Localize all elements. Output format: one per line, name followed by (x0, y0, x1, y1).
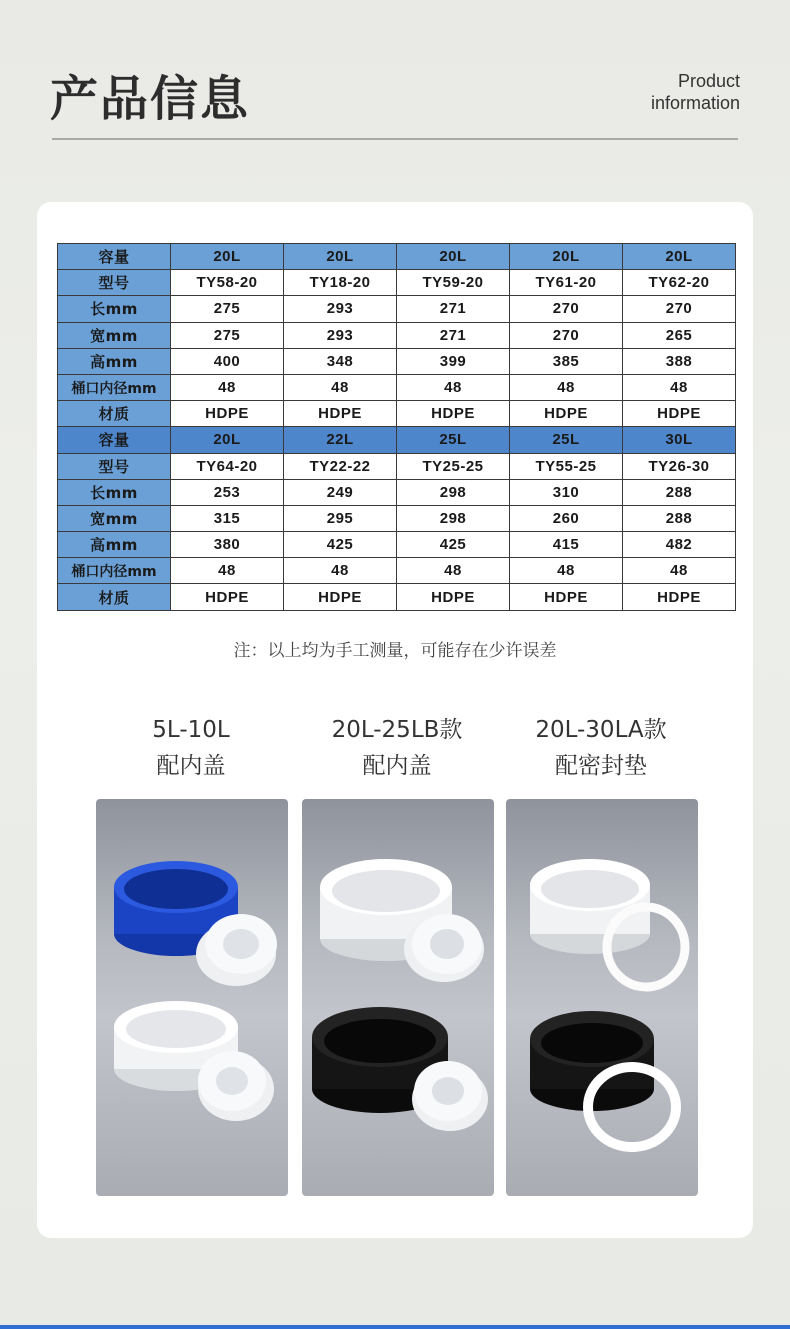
cap-label-3-range: 20L-30LA款 (535, 717, 667, 743)
spec-row-label: 高mm (58, 348, 171, 374)
spec-cell: 288 (623, 479, 736, 505)
page-title: 产品信息 (50, 71, 251, 127)
spec-row-label: 桶口内径mm (58, 558, 171, 584)
spec-row-group2-width (58, 505, 736, 531)
spec-cell: HDPE (284, 584, 397, 610)
spec-cell: 22L (284, 427, 397, 453)
spec-cell: 425 (284, 532, 397, 558)
spec-row-label: 长mm (58, 296, 171, 322)
spec-cell: 48 (171, 374, 284, 400)
spec-cell: 25L (397, 427, 510, 453)
cap-label-1-desc: 配内盖 (156, 753, 226, 779)
product-photo-caps-with-gaskets (506, 799, 698, 1196)
subtitle-line1: Product (677, 71, 740, 91)
cap-label-1-range: 5L-10L (152, 717, 230, 743)
cap-label-2 (287, 712, 507, 784)
spec-cell: 271 (397, 296, 510, 322)
spec-cell: 48 (623, 374, 736, 400)
spec-cell: 270 (510, 296, 623, 322)
spec-cell: 275 (171, 296, 284, 322)
spec-cell: 425 (397, 532, 510, 558)
spec-cell: HDPE (510, 401, 623, 427)
spec-cell: 20L (623, 244, 736, 270)
product-photo-blue-white-caps (96, 799, 288, 1196)
spec-row-group1-height (58, 348, 736, 374)
spec-row-group1-model (58, 270, 736, 296)
spec-cell: 48 (284, 374, 397, 400)
spec-cell: 30L (623, 427, 736, 453)
spec-cell: TY61-20 (510, 270, 623, 296)
spec-cell: 388 (623, 348, 736, 374)
spec-cell: 48 (623, 558, 736, 584)
spec-cell: TY25-25 (397, 453, 510, 479)
spec-cell: 20L (510, 244, 623, 270)
spec-row-group1-width (58, 322, 736, 348)
spec-cell: 385 (510, 348, 623, 374)
measurement-note: 注：以上均为手工测量，可能存在少许误差 (233, 641, 557, 661)
cap-label-3-desc: 配密封垫 (555, 753, 647, 779)
spec-row-label: 宽mm (58, 322, 171, 348)
spec-cell: 288 (623, 505, 736, 531)
spec-cell: HDPE (623, 584, 736, 610)
spec-cell: 249 (284, 479, 397, 505)
content-card (37, 202, 753, 1238)
spec-cell: 295 (284, 505, 397, 531)
spec-row-group2-material (58, 584, 736, 610)
spec-row-group1-capacity (58, 244, 736, 270)
spec-cell: TY62-20 (623, 270, 736, 296)
spec-row-group2-length (58, 479, 736, 505)
title-divider (52, 138, 738, 140)
subtitle-line2: information (650, 93, 740, 113)
spec-row-group1-mouth (58, 374, 736, 400)
spec-cell: HDPE (397, 401, 510, 427)
spec-cell: 265 (623, 322, 736, 348)
spec-row-label: 长mm (58, 479, 171, 505)
bottom-accent-line (0, 1325, 790, 1329)
spec-row-group2-height (58, 532, 736, 558)
spec-cell: 48 (397, 374, 510, 400)
spec-row-label: 材质 (58, 401, 171, 427)
spec-row-label: 高mm (58, 532, 171, 558)
product-photo-white-black-caps (302, 799, 494, 1196)
spec-cell: HDPE (284, 401, 397, 427)
spec-cell: 400 (171, 348, 284, 374)
spec-cell: 415 (510, 532, 623, 558)
spec-cell: 482 (623, 532, 736, 558)
spec-row-group2-capacity (58, 427, 736, 453)
spec-cell: 275 (171, 322, 284, 348)
spec-cell: 20L (171, 427, 284, 453)
spec-cell: 25L (510, 427, 623, 453)
spec-cell: TY58-20 (171, 270, 284, 296)
spec-cell: 48 (510, 558, 623, 584)
cap-label-3 (491, 712, 711, 784)
spec-cell: 315 (171, 505, 284, 531)
spec-row-label: 型号 (58, 270, 171, 296)
spec-cell: 310 (510, 479, 623, 505)
spec-cell: 399 (397, 348, 510, 374)
spec-cell: 48 (284, 558, 397, 584)
spec-row-group1-material (58, 401, 736, 427)
spec-cell: HDPE (623, 401, 736, 427)
spec-cell: 253 (171, 479, 284, 505)
cap-label-1 (81, 712, 301, 784)
spec-cell: 348 (284, 348, 397, 374)
spec-row-label: 型号 (58, 453, 171, 479)
cap-label-2-range: 20L-25LB款 (331, 717, 463, 743)
spec-row-label: 材质 (58, 584, 171, 610)
spec-cell: TY18-20 (284, 270, 397, 296)
spec-cell: HDPE (171, 401, 284, 427)
spec-cell: 260 (510, 505, 623, 531)
spec-cell: HDPE (171, 584, 284, 610)
spec-cell: TY64-20 (171, 453, 284, 479)
spec-cell: TY59-20 (397, 270, 510, 296)
spec-row-label: 容量 (58, 427, 171, 453)
spec-cell: 293 (284, 296, 397, 322)
spec-row-group1-length (58, 296, 736, 322)
spec-cell: HDPE (397, 584, 510, 610)
spec-cell: 20L (171, 244, 284, 270)
spec-cell: 298 (397, 479, 510, 505)
spec-row-group2-mouth (58, 558, 736, 584)
spec-cell: TY22-22 (284, 453, 397, 479)
spec-cell: HDPE (510, 584, 623, 610)
spec-cell: TY55-25 (510, 453, 623, 479)
spec-cell: 270 (623, 296, 736, 322)
spec-cell: 293 (284, 322, 397, 348)
spec-cell: 20L (284, 244, 397, 270)
cap-label-2-desc: 配内盖 (362, 753, 432, 779)
spec-cell: TY26-30 (623, 453, 736, 479)
spec-cell: 48 (397, 558, 510, 584)
spec-cell: 271 (397, 322, 510, 348)
spec-row-label: 宽mm (58, 505, 171, 531)
spec-cell: 380 (171, 532, 284, 558)
spec-row-group2-model (58, 453, 736, 479)
spec-cell: 48 (171, 558, 284, 584)
spec-cell: 298 (397, 505, 510, 531)
page-subtitle (651, 70, 740, 114)
spec-cell: 48 (510, 374, 623, 400)
spec-row-label: 桶口内径mm (58, 374, 171, 400)
spec-table (57, 243, 736, 611)
spec-row-label: 容量 (58, 244, 171, 270)
spec-cell: 270 (510, 322, 623, 348)
spec-cell: 20L (397, 244, 510, 270)
